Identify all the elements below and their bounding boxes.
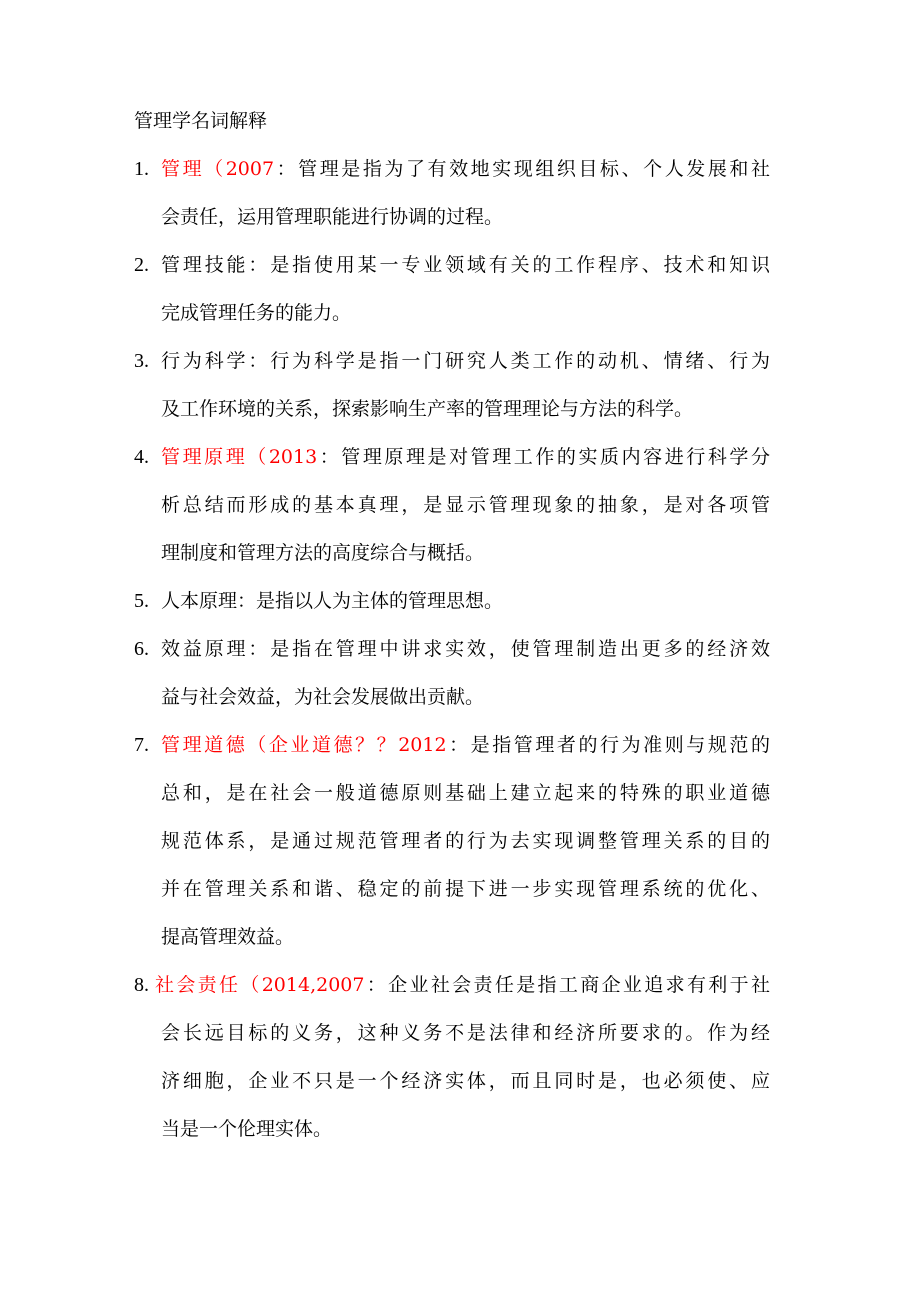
term-highlight: 管理（2007 — [161, 158, 275, 180]
text-line — [161, 385, 770, 433]
text-line — [161, 1105, 770, 1153]
line-text: ：是指管理者的行为准则与规范的 — [446, 734, 770, 756]
line-text: 会长远目标的义务，这种义务不是法律和经济所要求的。作为经 — [161, 1022, 770, 1044]
term-item — [134, 625, 770, 721]
line-text: 析总结而形成的基本真理，是显示管理现象的抽象，是对各项管 — [161, 494, 770, 516]
line-text: 总和，是在社会一般道德原则基础上建立起来的特殊的职业道德 — [161, 782, 770, 804]
text-line — [161, 865, 770, 913]
line-text: 效益原理：是指在管理中讲求实效，使管理制造出更多的经济效 — [161, 638, 770, 660]
text-line — [161, 241, 770, 289]
text-line — [161, 1057, 770, 1105]
text-line — [161, 769, 770, 817]
document-title: 管理学名词解释 — [134, 110, 268, 132]
term-item — [134, 241, 770, 337]
text-line — [161, 1009, 770, 1057]
term-list — [134, 145, 770, 1153]
line-text: ：管理原理是对管理工作的实质内容进行科学分 — [317, 446, 770, 468]
line-text: ：管理是指为了有效地实现组织目标、个人发展和社 — [274, 158, 770, 180]
term-highlight: 管理道德（企业道德？？2012 — [161, 734, 447, 756]
line-text: 济细胞，企业不只是一个经济实体，而且同时是，也必须使、应 — [161, 1070, 770, 1092]
item-number: 8. — [134, 974, 149, 996]
line-text: 人本原理：是指以人为主体的管理思想。 — [161, 590, 504, 612]
text-line — [161, 673, 770, 721]
text-line — [161, 529, 770, 577]
line-text: 完成管理任务的能力。 — [161, 302, 352, 324]
line-text: 并在管理关系和谐、稳定的前提下进一步实现管理系统的优化、 — [161, 878, 770, 900]
text-line — [161, 433, 770, 481]
line-text: 理制度和管理方法的高度综合与概括。 — [161, 542, 485, 564]
line-text: 提高管理效益。 — [161, 926, 295, 948]
line-text: 益与社会效益，为社会发展做出贡献。 — [161, 686, 485, 708]
term-highlight: 社会责任（2014,2007 — [155, 974, 365, 996]
item-number: 5. — [134, 590, 149, 612]
item-number: 6. — [134, 638, 149, 660]
text-line — [161, 721, 770, 769]
document-page — [134, 97, 770, 1153]
text-line — [161, 913, 770, 961]
text-line — [161, 145, 770, 193]
line-text: 当是一个伦理实体。 — [161, 1118, 333, 1140]
line-text: 会责任，运用管理职能进行协调的过程。 — [161, 206, 504, 228]
item-number: 4. — [134, 446, 149, 468]
item-number: 3. — [134, 350, 149, 372]
text-line — [161, 625, 770, 673]
term-item — [134, 961, 770, 1153]
term-item — [134, 577, 770, 625]
line-text: 规范体系，是通过规范管理者的行为去实现调整管理关系的目的 — [161, 830, 770, 852]
text-line — [161, 289, 770, 337]
text-line — [161, 481, 770, 529]
line-text: ：企业社会责任是指工商企业追求有利于社 — [364, 974, 770, 996]
term-item — [134, 337, 770, 433]
term-item — [134, 433, 770, 577]
item-number: 1. — [134, 158, 149, 180]
text-line — [161, 817, 770, 865]
term-highlight: 管理原理（2013 — [161, 446, 318, 468]
text-line — [161, 337, 770, 385]
line-text: 管理技能：是指使用某一专业领域有关的工作程序、技术和知识 — [161, 254, 770, 276]
text-line — [155, 961, 770, 1009]
text-line — [161, 193, 770, 241]
text-line — [161, 577, 770, 625]
item-number: 2. — [134, 254, 149, 276]
term-item — [134, 721, 770, 961]
term-item — [134, 145, 770, 241]
item-number: 7. — [134, 734, 149, 756]
line-text: 行为科学：行为科学是指一门研究人类工作的动机、情绪、行为 — [161, 350, 770, 372]
line-text: 及工作环境的关系，探索影响生产率的管理理论与方法的科学。 — [161, 398, 694, 420]
